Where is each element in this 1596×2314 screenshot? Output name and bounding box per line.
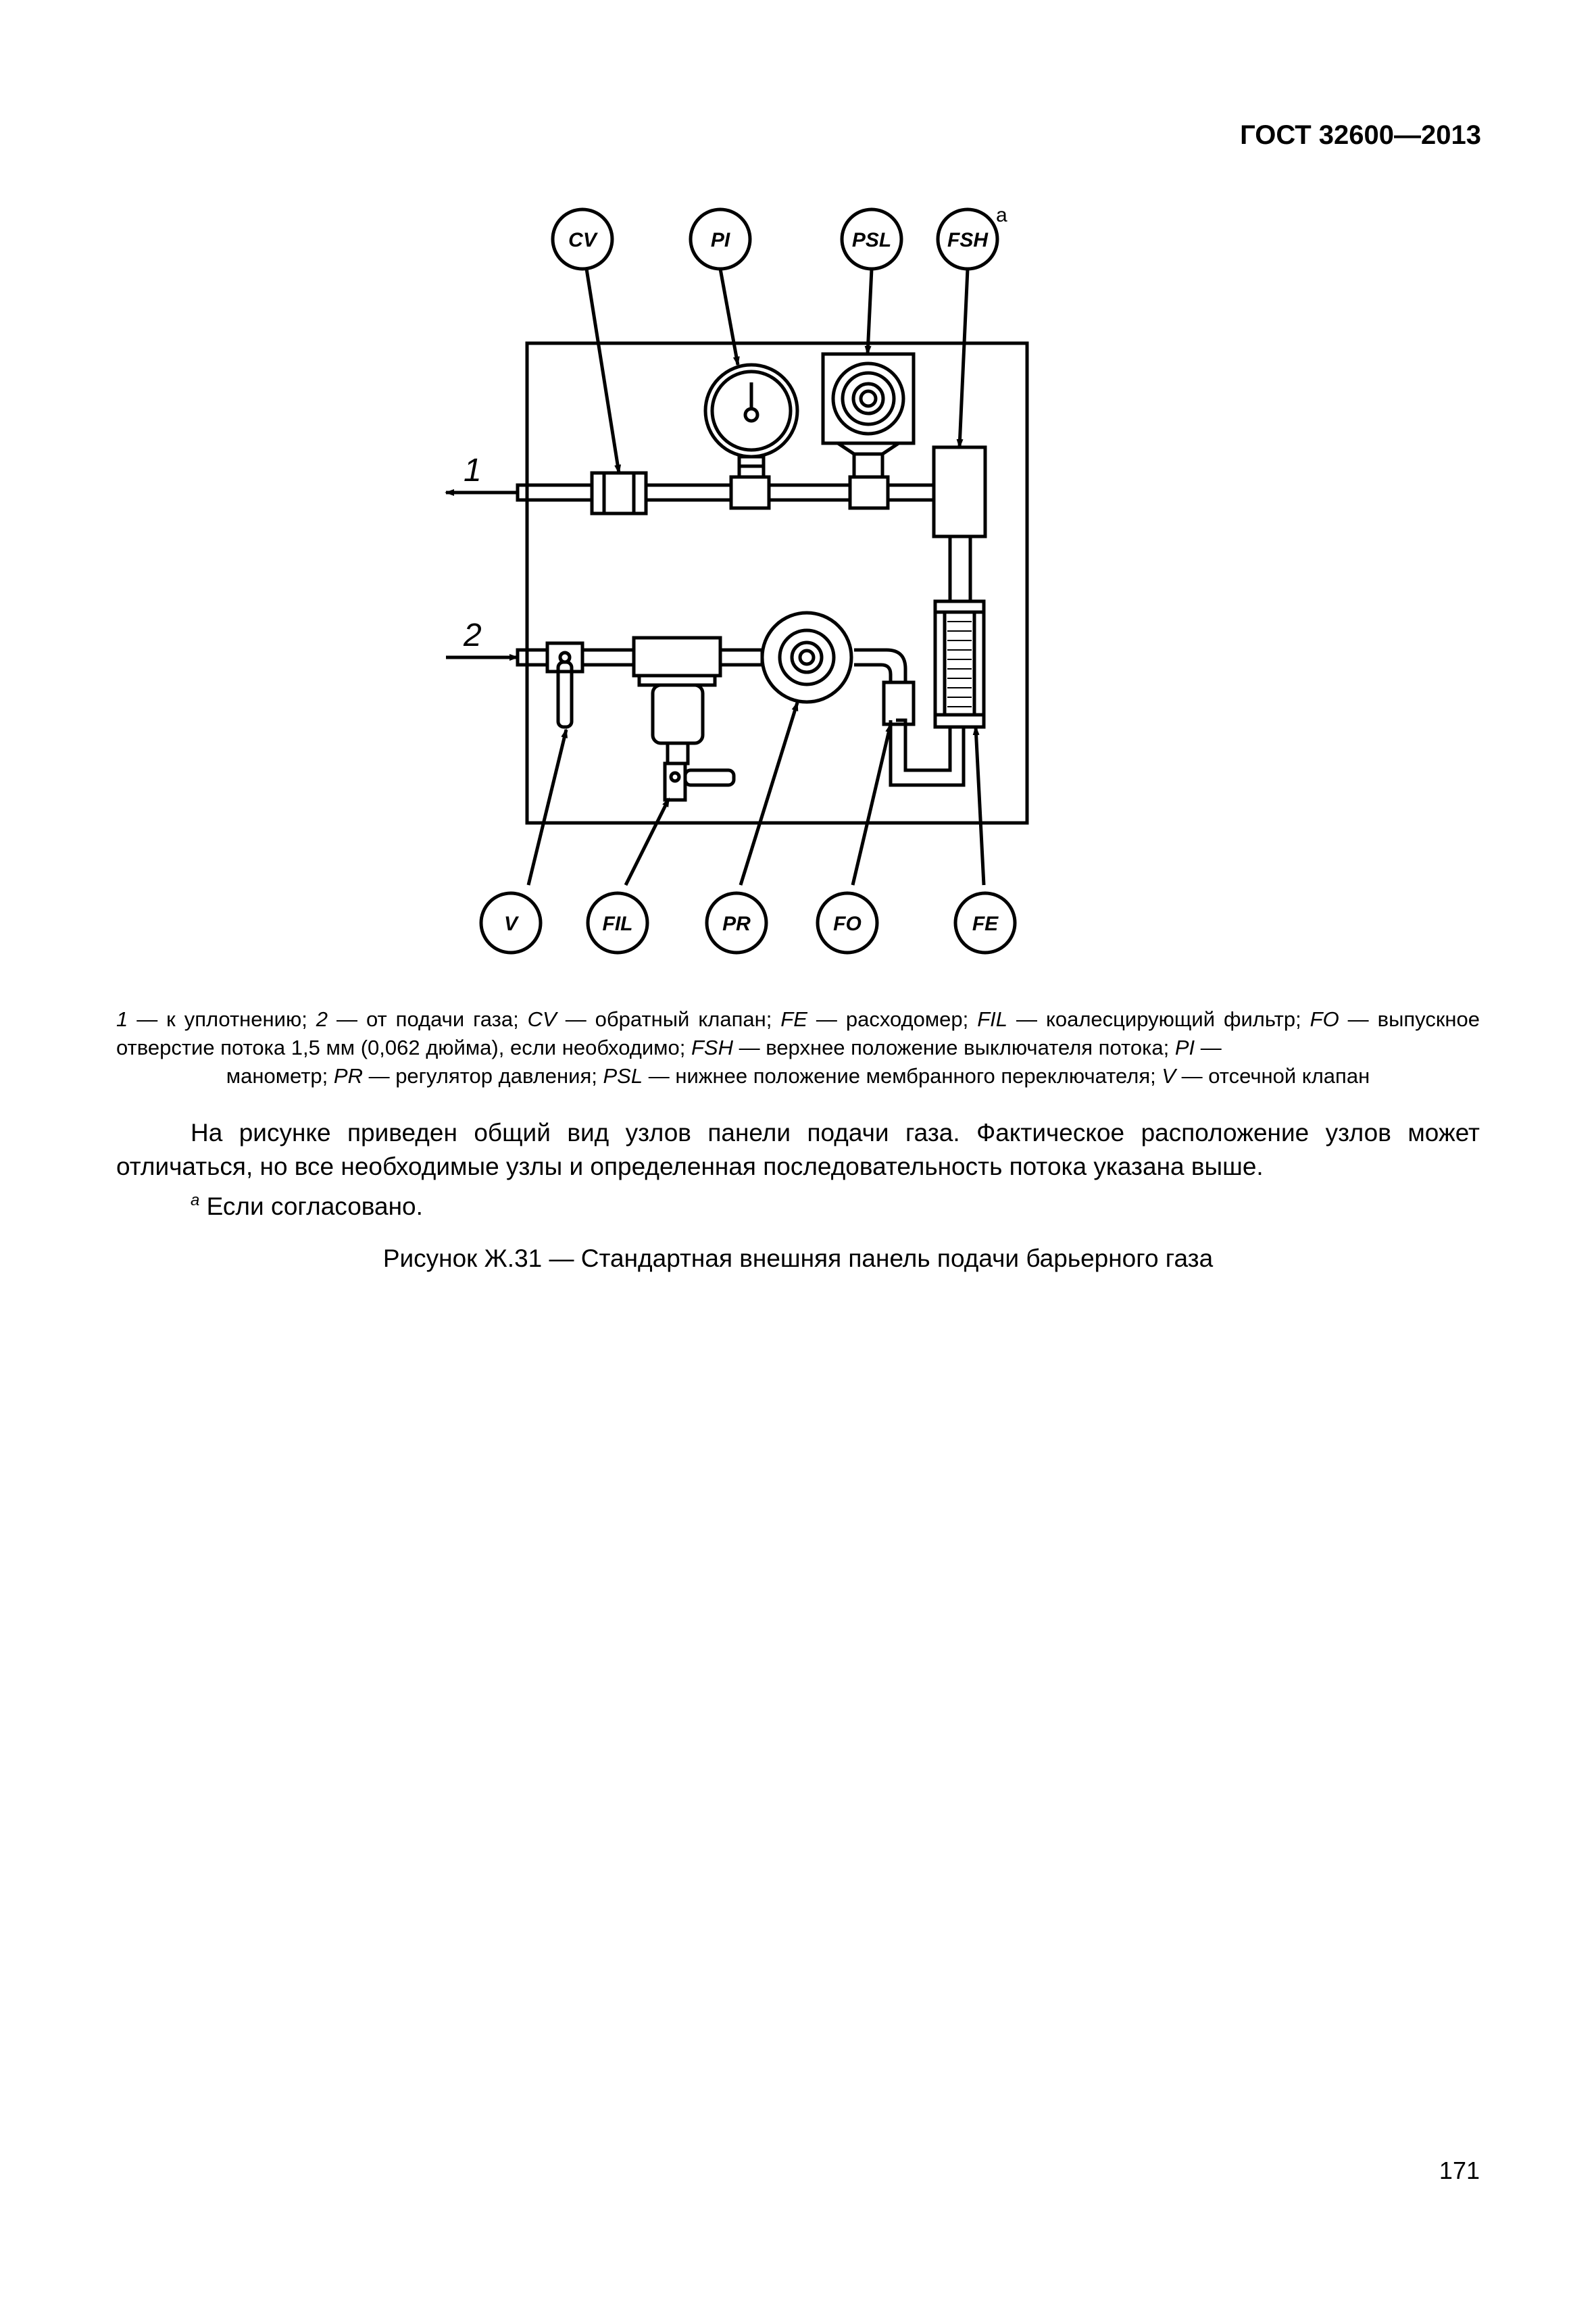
fil-bowl	[653, 685, 703, 743]
psl-tee	[850, 477, 888, 508]
psl-ring-core	[861, 391, 876, 406]
tag-fsh: FSH	[947, 229, 988, 251]
tag-fil: FIL	[602, 913, 633, 935]
fil-drain-handle	[685, 770, 734, 785]
pi-gauge-outer	[705, 365, 797, 457]
figure-caption: Рисунок Ж.31 — Стандартная внешняя панель подачи барьерного газа	[382, 1244, 1214, 1272]
fsh-footnote-mark: a	[996, 204, 1007, 226]
fil-drain-stem	[668, 743, 688, 763]
pr-inner	[792, 643, 822, 672]
leader-fe	[976, 727, 984, 885]
cv-inner	[604, 473, 634, 513]
pr-outer	[762, 613, 851, 702]
tag-pr: PR	[722, 913, 751, 935]
inlet-stub	[518, 650, 547, 665]
psl-stem	[854, 454, 882, 477]
leader-pr	[741, 703, 797, 885]
tag-cv: CV	[568, 229, 597, 251]
leader-cv	[587, 269, 619, 473]
legend-key: 1	[116, 1007, 128, 1031]
psl-ring-inner	[853, 384, 883, 413]
page-number: 171	[1439, 2157, 1480, 2184]
leader-psl	[868, 269, 872, 354]
line-label-2: 2	[464, 618, 482, 653]
top-pipe-2	[769, 485, 850, 500]
line-label-1: 1	[464, 453, 482, 488]
figure-legend: 1 — к уплотнению; 2 — от подачи газа; CV — обратный клапан; FE — расходомер; FIL — коалесцирующий фильтр; FO — выпускное отверстие потока 1,5 мм (0,062 дюйма), если необходимо; FSH — верхнее положение выключателя потока; PI — манометр; PR — регулятор давления; PSL — нижнее положение мембранного переключателя; V — отсечной клапан	[116, 1005, 1480, 1090]
legend-last-line: манометр; PR — регулятор давления; PSL — нижнее положение мембранного переключателя; V — отсечной клапан	[226, 1064, 1370, 1088]
psl-ring-mid	[843, 373, 894, 424]
pr-fo-pipe	[854, 650, 905, 682]
gas-panel-diagram	[0, 0, 1596, 1000]
psl-housing	[823, 354, 914, 443]
fe-outer	[935, 601, 984, 727]
document-code: ГОСТ 32600—2013	[1240, 120, 1481, 150]
body-paragraph: На рисунке приведен общий вид узлов панели подачи газа. Фактическое расположение узлов может отличаться, но все необходимые узлы и определенная последовательность потока указана выше.	[116, 1119, 1480, 1180]
tag-pi: PI	[710, 229, 730, 251]
leader-fsh	[959, 269, 968, 447]
leader-pi	[720, 269, 738, 365]
leader-fo	[853, 724, 891, 885]
tag-psl: PSL	[851, 229, 892, 251]
v-pivot	[560, 653, 570, 662]
fo-body	[884, 682, 914, 724]
bottom-pipe-2	[720, 650, 762, 665]
fe-inner	[945, 612, 974, 715]
panel-frame	[527, 343, 1027, 823]
vertical-pipe	[950, 536, 970, 601]
footnote-mark: a	[191, 1191, 200, 1209]
cv-body	[592, 473, 646, 513]
leader-v	[528, 730, 566, 885]
bottom-pipe-1	[582, 650, 634, 665]
footnote	[191, 1184, 423, 1224]
tag-fe: FE	[972, 913, 999, 935]
pr-mid	[780, 630, 834, 684]
leader-fil	[626, 799, 669, 885]
pi-gauge-hub	[745, 409, 757, 421]
footnote-text: Если согласовано.	[199, 1192, 423, 1220]
tag-fo: FO	[833, 913, 862, 935]
fsh-body	[934, 447, 985, 536]
top-pipe-3	[888, 485, 934, 500]
u-pipe	[891, 720, 964, 785]
top-pipe-1	[646, 485, 731, 500]
pr-core	[800, 651, 814, 664]
tag-v: V	[503, 913, 518, 935]
pi-tee	[731, 477, 769, 508]
fil-head	[634, 638, 720, 676]
v-valve-body	[547, 643, 582, 672]
